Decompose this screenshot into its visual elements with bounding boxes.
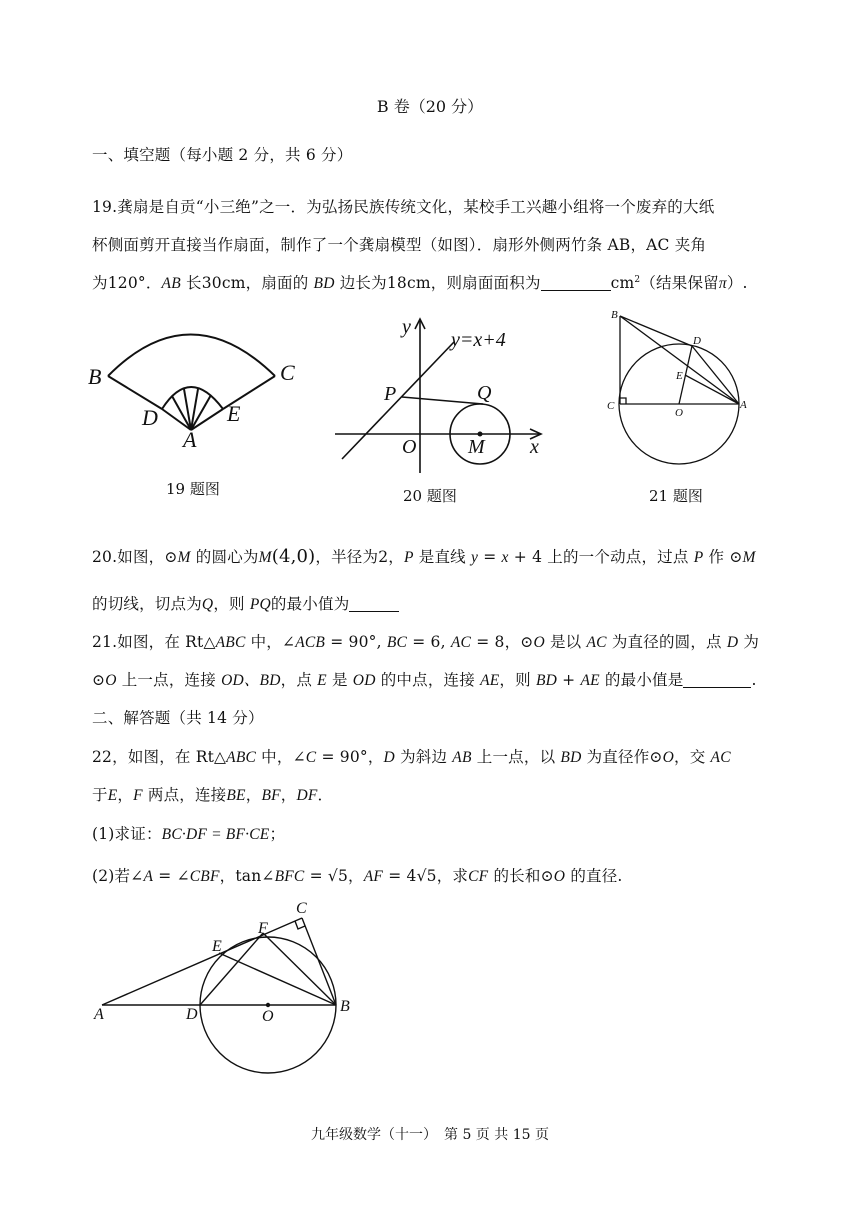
q22-text: ABC [226,749,257,766]
label-E: E [227,401,241,426]
q21-text: O [533,634,545,651]
q22-text: AB [452,749,472,766]
q22-text: ， [245,786,262,804]
label-D: D [186,1006,198,1023]
q21-text: AE [480,672,500,689]
q21-text: = 8，⊙ [471,633,534,651]
part2-heading: 二、解答题（共 14 分） [92,709,264,727]
q22-text: 的长和⊙ [488,867,554,885]
q22-text: 上一点，以 [471,748,561,766]
tangent-PQ [402,397,483,404]
label-B: B [88,364,102,389]
outer-arc [108,335,275,377]
q22-text: = 90°， [316,748,384,766]
q19-text: 长30cm，扇面的 [180,274,314,292]
q21-text: ，点 [280,671,318,689]
q22-text: F [133,787,143,804]
figure-20 [330,313,560,483]
label-line: y=x+4 [451,329,506,351]
q22-text: = ∠ [153,867,190,885]
label-M: M [468,436,485,458]
q22-text: ， [280,786,297,804]
q19-text: BD [313,275,335,292]
q19-text: ）. [726,274,748,292]
q21-text: 的中点，连接 [375,671,481,689]
q20-text: 20.如图，⊙ [92,548,178,566]
q22-text: 两点，连接 [142,786,227,804]
q21-text: 为直径的圆，点 [606,633,727,651]
figure-21-caption: 21 题图 [649,487,703,505]
q22-text: ． [317,786,334,804]
q19-text: π [718,275,727,292]
q20-text: ，半径为2， [315,548,404,566]
right-angle-mark [620,398,626,404]
q21-text: + [557,671,581,689]
figure-22 [88,900,368,1080]
q21-text: 是以 [544,633,587,651]
segment-BD [620,316,692,346]
q21-text: . [751,671,757,689]
q20-text: 的切线，切点为 [92,595,202,613]
q21-text: 21.如图，在 Rt△ [92,633,216,651]
q22-text: CF [468,868,489,885]
q21-text: ABC [215,634,246,651]
label-A: A [94,1006,104,1023]
q21-text: E [317,672,327,689]
q21-text: ACB [295,634,326,651]
q22-text: (2)若∠ [92,867,144,885]
point-O [266,1003,270,1007]
q21-text: ，则 [499,671,536,689]
label-A: A [740,399,747,411]
q20-line2 [92,592,399,614]
q19-line3 [92,271,748,293]
q22-text: ； [269,825,286,843]
q19-text: 2 [634,274,641,285]
q21-text: BC [386,634,408,651]
q22-text: (1)求证： [92,825,162,843]
q22-text: ，tan∠ [219,867,275,885]
figure-21 [600,306,760,486]
q19-line1: 19.龚扇是自贡“小三绝”之一．为弘扬民族传统文化，某校手工兴趣小组将一个废弃的大纸 [92,198,715,216]
label-y: y [402,316,411,338]
segment-EA [685,375,739,404]
q20-line1 [92,545,756,567]
q22-text: 为斜边 [394,748,453,766]
q20-text: P [403,549,414,566]
q20-text: + 4 上的一个动点，过点 [508,548,694,566]
segment-AC [102,918,302,1005]
q21-text: AE [580,672,600,689]
q21-line1 [92,630,759,652]
label-D: D [142,405,158,430]
label-D: D [693,335,701,347]
q20-answer-blank[interactable] [349,596,399,612]
q20-text: ，则 [213,595,250,613]
q21-text: 是 [326,671,353,689]
inner-arc [162,387,223,409]
q22-text: BE [226,787,246,804]
q22-text: AF [363,868,384,885]
q21-text: 为 [738,633,760,651]
q19-text: AB [161,275,181,292]
q19-text: cm [610,274,635,292]
label-C: C [280,360,295,385]
q20-text: PQ [249,596,271,613]
q22-text: = √5， [304,867,364,885]
q19-text: 边长为18cm，则扇面面积为 [334,274,541,292]
q22-line1 [92,745,731,767]
label-O: O [402,436,417,458]
label-E: E [676,370,683,382]
q21-text: 中，∠ [245,633,296,651]
q21-text: O [105,672,117,689]
q22-text: D [383,749,395,766]
q19-line2: 杯侧面剪开直接当作扇面，制作了一个龚扇模型（如图）．扇形外侧两竹条 AB，AC 夹角 [92,236,707,254]
label-B: B [340,998,350,1015]
figure-20-caption: 20 题图 [403,487,457,505]
section-title: B 卷（20 分） [376,97,484,116]
q22-text: 中，∠ [256,748,306,766]
q21-text: ⊙ [92,671,106,689]
q22-text: BF [261,787,281,804]
q22-text: BFC [274,868,305,885]
q20-text: M [742,549,756,566]
label-x: x [530,436,539,458]
q22-text: ，交 [674,748,711,766]
q20-text: 是直线 [413,548,471,566]
q20-text: P [693,549,704,566]
q20-text: (4,0) [271,546,316,567]
figure-19 [80,318,310,458]
q20-text: M [258,549,272,566]
q22-text: = 4√5，求 [383,867,469,885]
q22-text: DF [296,787,318,804]
q20-text: M [177,549,191,566]
q21-text: BD [535,672,557,689]
q21-line2 [92,668,757,690]
label-O: O [675,407,683,419]
q21-text: D [726,634,739,651]
label-A: A [183,427,197,452]
page-footer: 九年级数学（十一） 第 5 页 共 15 页 [311,1127,549,1143]
q22-part2 [92,864,623,886]
q22-text: A [143,868,154,885]
q21-text: OD [352,672,376,689]
q19-text: 为120°． [92,274,162,292]
q22-part1 [92,822,285,844]
label-P: P [384,383,397,405]
q22-text: CBF [189,868,220,885]
q22-text: 于 [92,786,108,804]
q22-text: O [662,749,674,766]
q22-text: C [305,749,317,766]
q21-text: = 90°, [325,633,387,651]
q22-text: 22，如图，在 Rt△ [92,748,227,766]
q20-text: 作 ⊙ [703,548,743,566]
q22-text: BC·DF = BF·CE [161,826,270,843]
q19-answer-blank[interactable] [541,275,611,291]
q21-text: 上一点，连接 [116,671,222,689]
q22-text: AC [710,749,731,766]
label-O: O [262,1008,274,1025]
q21-text: OD、BD [221,672,281,689]
label-F: F [258,920,268,937]
q21-text: 的最小值是 [599,671,684,689]
label-E: E [212,938,222,955]
q21-answer-blank[interactable] [683,672,751,688]
q21-text: = 6, [407,633,451,651]
q20-text: y [471,549,479,566]
q22-text: BD [560,749,582,766]
q20-text: 的最小值为 [270,595,350,613]
q20-text: x [501,549,509,566]
q22-text: 为直径作⊙ [581,748,663,766]
label-B: B [611,309,618,321]
q20-text: = [478,548,502,566]
part1-heading: 一、填空题（每小题 2 分，共 6 分） [92,146,353,164]
q22-text: E [107,787,118,804]
label-C: C [607,400,615,412]
q22-text: O [553,868,566,885]
q22-text: ， [117,786,134,804]
q20-text: 的圆心为 [190,548,259,566]
q21-text: AC [586,634,607,651]
q21-text: AC [450,634,472,651]
q22-line2 [92,783,333,805]
q22-text: 的直径. [565,867,623,885]
q20-text: Q [201,596,214,613]
q19-text: （结果保留 [640,274,719,292]
label-Q: Q [477,382,492,404]
figure-19-caption: 19 题图 [166,480,220,498]
label-C: C [296,900,307,917]
